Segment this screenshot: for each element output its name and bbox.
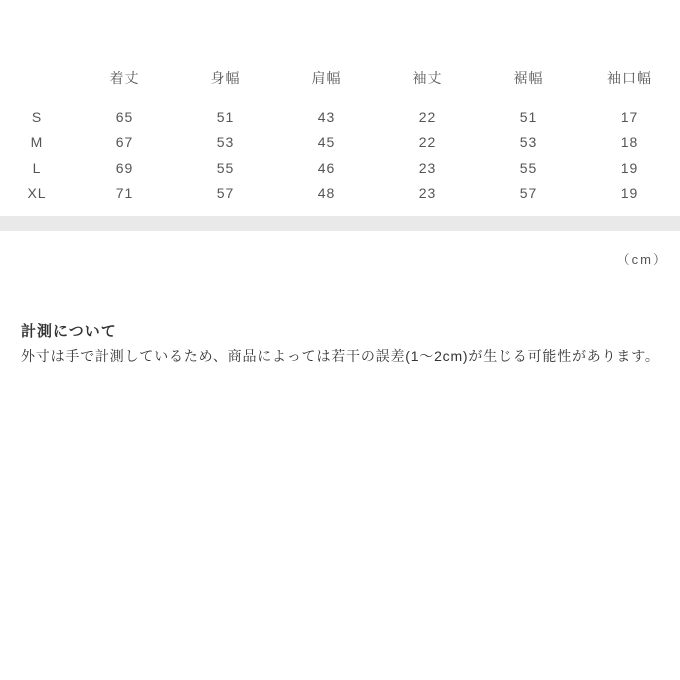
cell-sleeve-length: 23 [418,159,437,176]
measurement-note-heading: 計測について [21,323,117,340]
measurement-note-body: 外寸は手で計測しているため、商品によっては若干の誤差(1〜2cm)が生じる可能性があります。 [21,348,660,364]
unit-label-cm: （cm） [616,252,668,267]
col-header-sleeve-length: 袖丈 [412,70,443,86]
divider-bar [0,216,680,231]
cell-hem-width: 53 [519,134,538,151]
cell-cuff-width: 17 [620,108,639,125]
size-label: L [32,159,42,176]
col-header-hem-width: 裾幅 [513,70,544,86]
cell-shoulder-width: 48 [317,185,336,202]
cell-cuff-width: 19 [620,185,639,202]
col-header-body-width: 身幅 [210,70,241,86]
cell-cuff-width: 18 [620,134,639,151]
cell-sleeve-length: 22 [418,108,437,125]
table-row-l [0,155,680,181]
size-label: S [31,108,43,125]
cell-body-width: 51 [216,108,235,125]
cell-cuff-width: 19 [620,159,639,176]
cell-sleeve-length: 23 [418,185,437,202]
table-row-xl [0,181,680,207]
cell-hem-width: 57 [519,185,538,202]
table-row-s [0,104,680,130]
cell-body-width: 53 [216,134,235,151]
table-row-m [0,130,680,156]
cell-body-length: 71 [115,185,134,202]
cell-shoulder-width: 43 [317,108,336,125]
header-body-gap [0,91,680,104]
cell-body-width: 57 [216,185,235,202]
cell-hem-width: 55 [519,159,538,176]
corner-cell [0,65,74,91]
size-table [0,65,680,206]
size-label: M [30,134,44,151]
cell-shoulder-width: 46 [317,159,336,176]
col-header-shoulder-width: 肩幅 [311,70,342,86]
cell-shoulder-width: 45 [317,134,336,151]
cell-body-length: 67 [115,134,134,151]
cell-body-length: 65 [115,108,134,125]
cell-sleeve-length: 22 [418,134,437,151]
size-label: XL [27,185,47,202]
col-header-cuff-width: 袖口幅 [607,70,652,86]
cell-body-width: 55 [216,159,235,176]
table-header-row [0,65,680,91]
cell-body-length: 69 [115,159,134,176]
cell-hem-width: 51 [519,108,538,125]
col-header-body-length: 着丈 [109,70,140,86]
